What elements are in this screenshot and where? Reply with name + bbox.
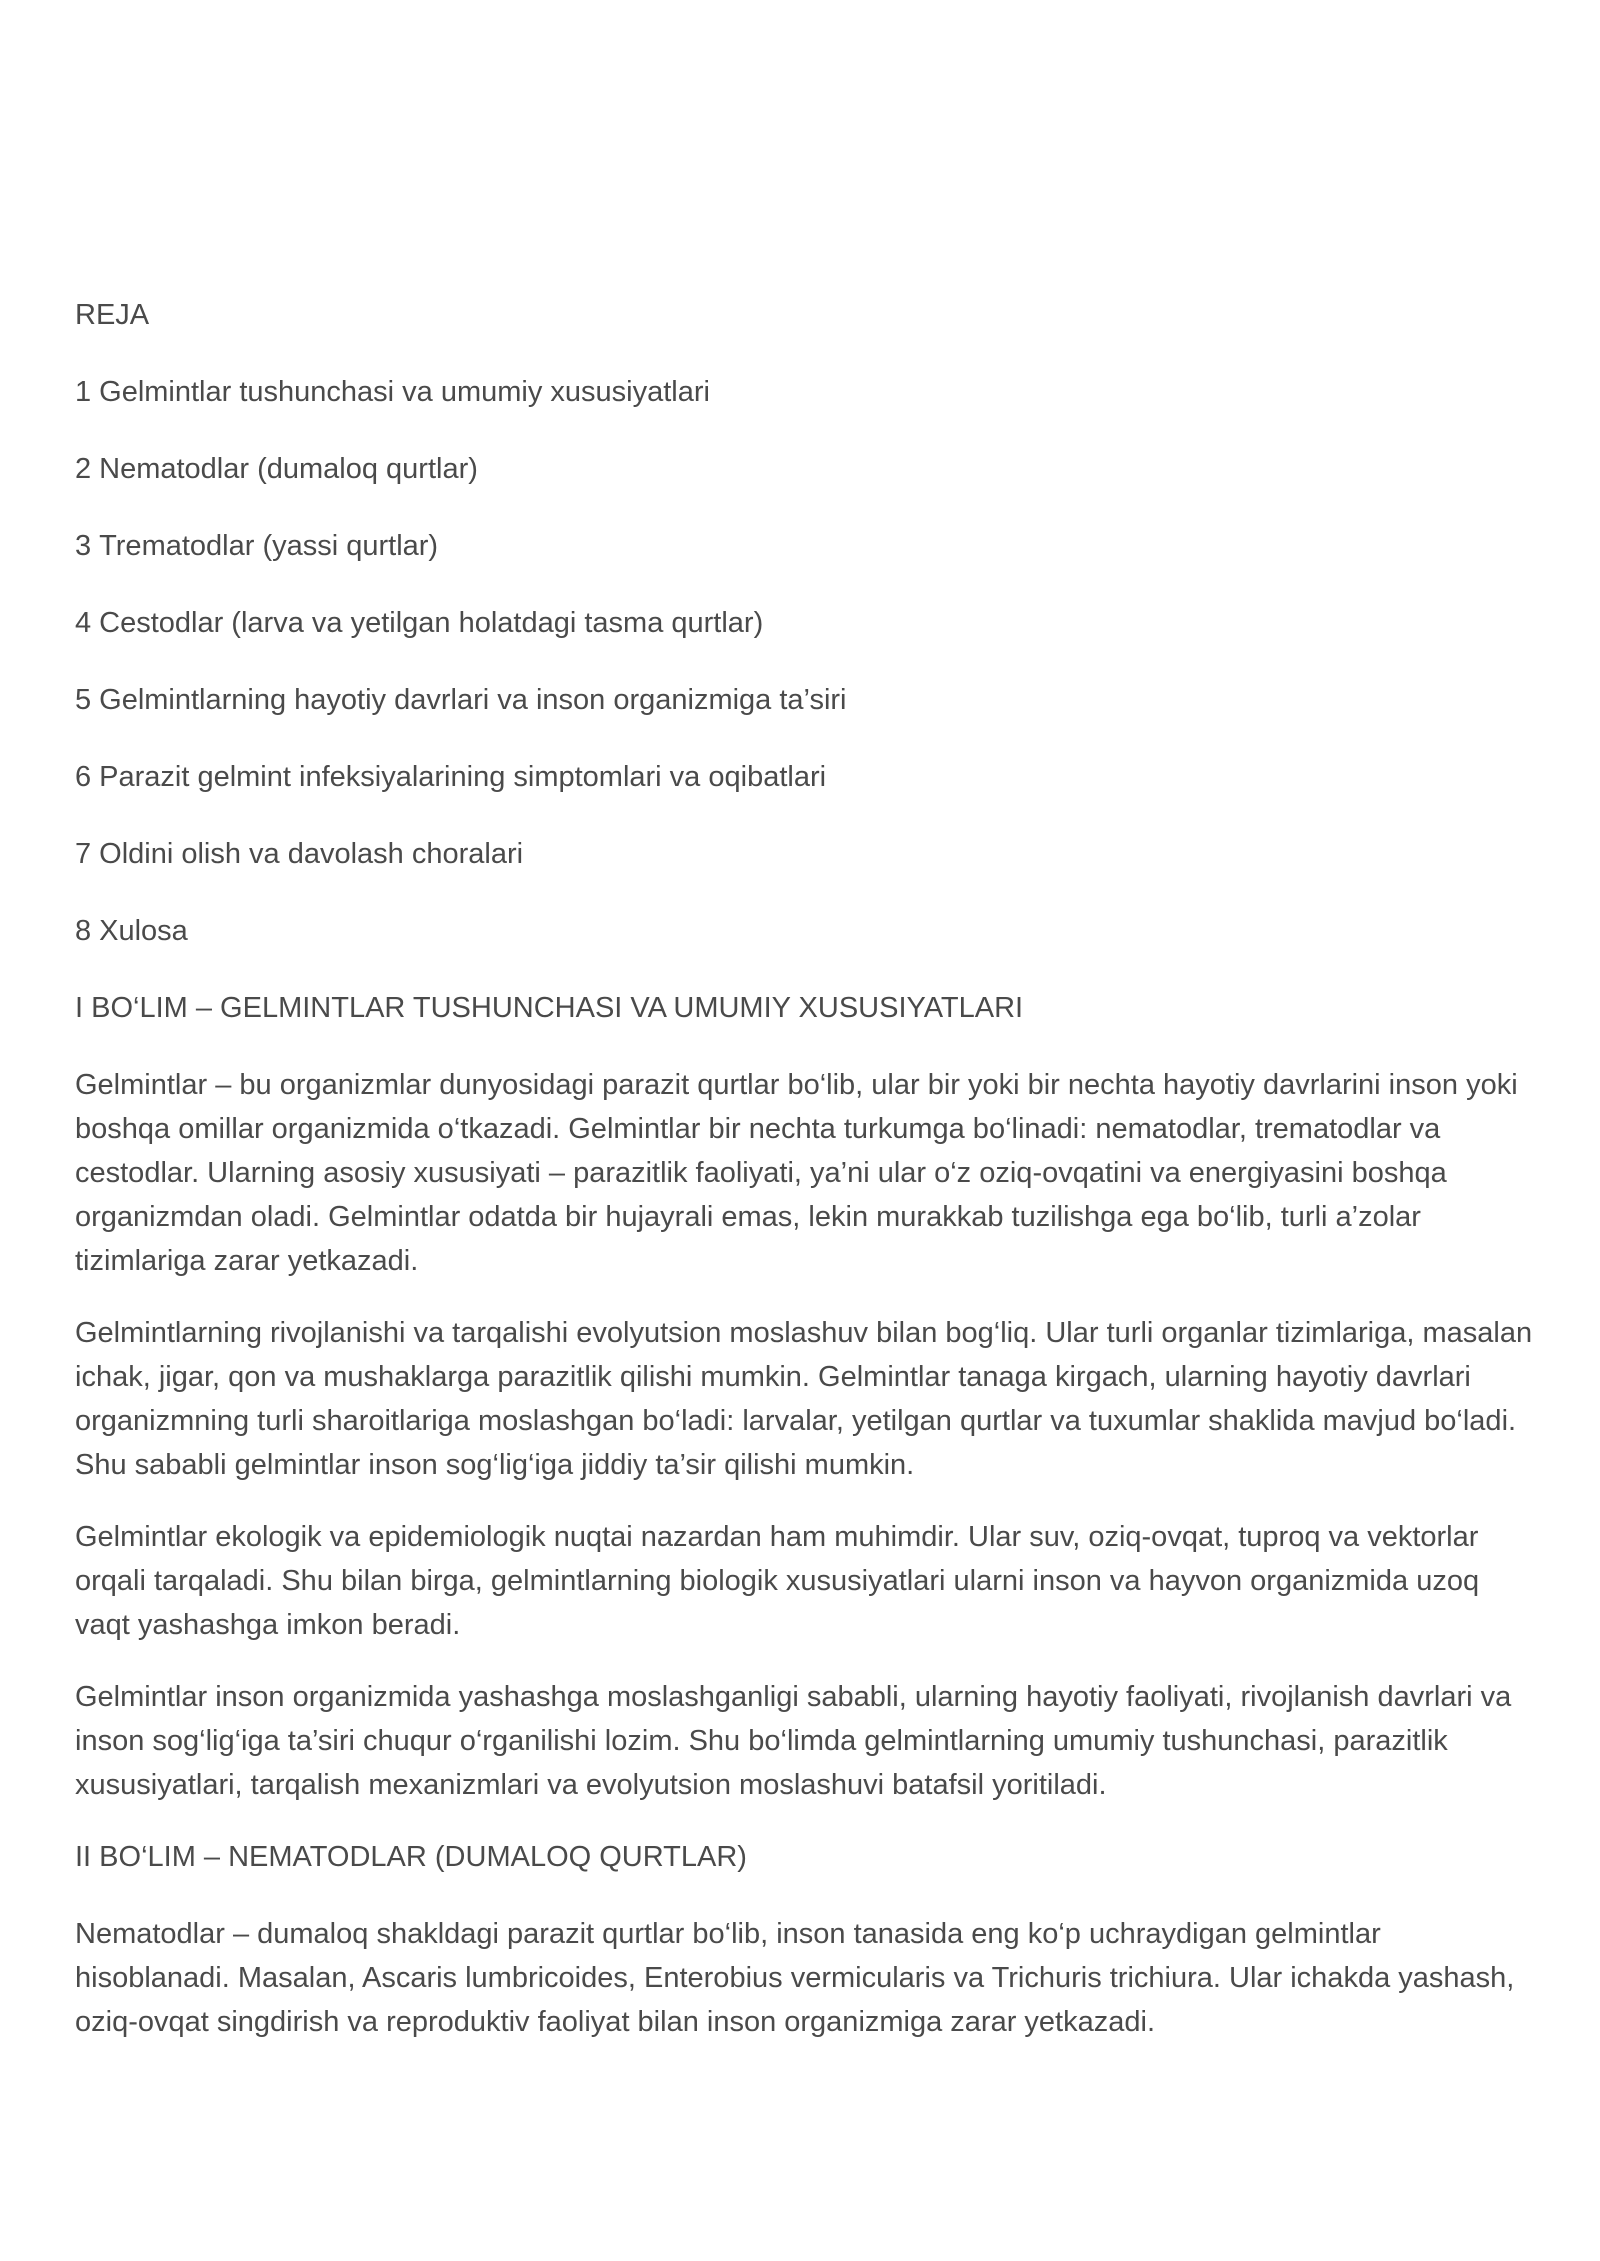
section-1-paragraph: Gelmintlar – bu organizmlar dunyosidagi parazit qurtlar bo‘lib, ular bir yoki bir nechta hayotiy davrlarini inson yoki boshqa omillar organizmida o‘tkazadi. Gelmintlar bir nechta turkumga bo‘linadi: nematodlar, trematodlar va cestodlar. Ularning asosiy xususiyati – parazitlik faoliyati, ya’ni ular o‘z oziq-ovqatini va energiyasini boshqa organizmdan oladi. Gelmintlar odatda bir hujayrali emas, lekin murakkab tuzilishga ega bo‘lib, turli a’zolar tizimlariga zarar yetkazadi. [75,1069,1518,1277]
plan-list [75,370,1535,953]
plan-item-number: 5 [75,684,92,716]
plan-item-text: Oldini olish va davolash choralari [99,838,524,870]
plan-item [75,524,1535,568]
document-page [75,293,1535,2072]
section-1-paragraph: Gelmintlar inson organizmida yashashga moslashganligi sababli, ularning hayotiy faoliyati, rivojlanish davrlari va inson sog‘lig‘iga ta’siri chuqur o‘rganilishi lozim. Shu bo‘limda gelmintlarning umumiy tushunchasi, parazitlik xususiyatlari, tarqalish mexanizmlari va evolyutsion moslashuvi batafsil yoritiladi. [75,1681,1512,1801]
plan-item-number: 6 [75,761,92,793]
plan-item-number: 7 [75,838,92,870]
plan-item [75,755,1535,799]
plan-item-text: Xulosa [99,915,188,947]
section-2-paragraph: Nematodlar – dumaloq shakldagi parazit qurtlar bo‘lib, inson tanasida eng ko‘p uchraydigan gelmintlar hisoblanadi. Masalan, Ascaris lumbricoides, Enterobius vermicularis va Trichuris trichiura. Ular ichakda yashash, oziq-ovqat singdirish va reproduktiv faoliyat bilan inson organizmiga zarar yetkazadi. [75,1918,1515,2038]
plan-item-text: Gelmintlar tushunchasi va umumiy xususiyatlari [99,376,710,408]
plan-item-text: Trematodlar (yassi qurtlar) [99,530,439,562]
plan-item-text: Parazit gelmint infeksiyalarining simptomlari va oqibatlari [99,761,827,793]
section-1-paragraph: Gelmintlarning rivojlanishi va tarqalishi evolyutsion moslashuv bilan bog‘liq. Ular turli organlar tizimlariga, masalan ichak, jigar, qon va mushaklarga parazitlik qilishi mumkin. Gelmintlar tanaga kirgach, ularning hayotiy davrlari organizmning turli sharoitlariga moslashgan bo‘ladi: larvalar, yetilgan qurtlar va tuxumlar shaklida mavjud bo‘ladi. Shu sababli gelmintlar inson sog‘lig‘iga jiddiy ta’sir qilishi mumkin. [75,1317,1533,1481]
plan-item-number: 3 [75,530,92,562]
section-1-heading: I BO‘LIM – GELMINTLAR TUSHUNCHASI VA UMUMIY XUSUSIYATLARI [75,992,1024,1024]
plan-item [75,447,1535,491]
plan-item [75,832,1535,876]
plan-item-text: Nematodlar (dumaloq qurtlar) [99,453,478,485]
plan-item [75,678,1535,722]
plan-item-number: 1 [75,376,92,408]
plan-item [75,370,1535,414]
plan-item-text: Cestodlar (larva va yetilgan holatdagi tasma qurtlar) [99,607,764,639]
plan-item-number: 2 [75,453,92,485]
plan-title: REJA [75,299,150,331]
plan-item-number: 4 [75,607,92,639]
plan-item [75,909,1535,953]
plan-item-text: Gelmintlarning hayotiy davrlari va inson organizmiga ta’siri [99,684,847,716]
plan-item-number: 8 [75,915,92,947]
section-1-paragraph: Gelmintlar ekologik va epidemiologik nuqtai nazardan ham muhimdir. Ular suv, oziq-ovqat, tuproq va vektorlar orqali tarqaladi. Shu bilan birga, gelmintlarning biologik xususiyatlari ularni inson va hayvon organizmida uzoq vaqt yashashga imkon beradi. [75,1521,1480,1641]
section-2-heading: II BO‘LIM – NEMATODLAR (DUMALOQ QURTLAR) [75,1841,747,1873]
plan-item [75,601,1535,645]
